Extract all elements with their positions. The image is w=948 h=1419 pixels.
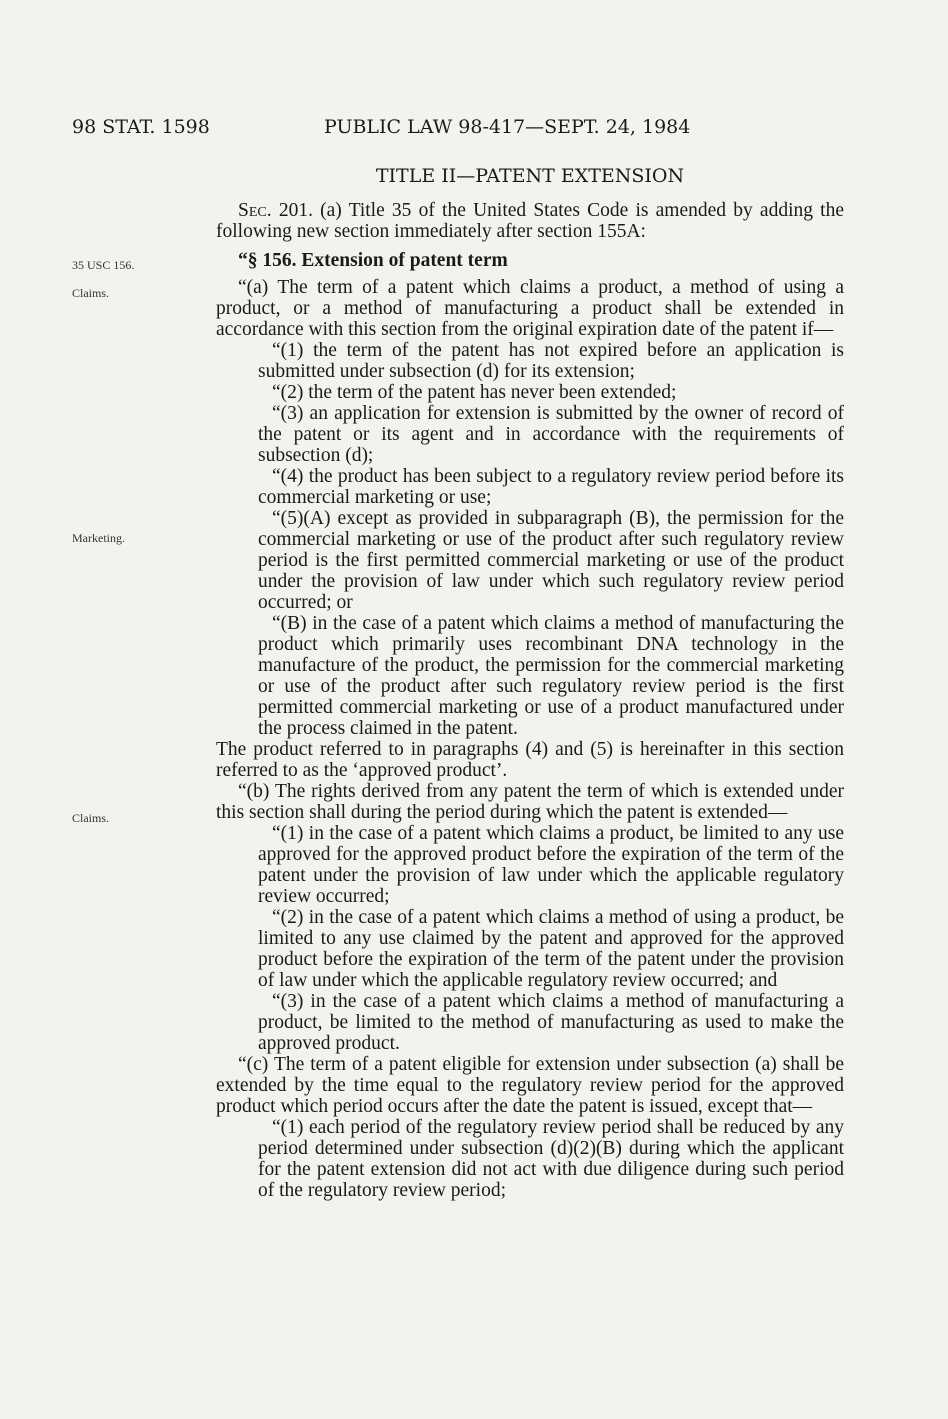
paragraph-a2: “(2) the term of the patent has never been extended; <box>272 382 677 403</box>
subsection-a-intro: “(a) The term of a patent which claims a product, a method of using a product, or a method of manufacturing a product shall be extended in accordance with this section from the original expiration date of the patent if— <box>216 277 844 340</box>
section-156-heading: “§ 156. Extension of patent term <box>238 250 508 271</box>
subsection-a-closing: The product referred to in paragraphs (4) and (5) is hereinafter in this section referred to as the ‘approved product’. <box>216 739 844 781</box>
paragraph-b2: “(2) in the case of a patent which claims a method of using a product, be limited to any use claimed by the patent and approved for the approved product before the expiration of the term of the patent under the provision of law under which the applicable regulatory review occurred; and <box>258 907 844 991</box>
paragraph-a1: “(1) the term of the patent has not expired before an application is submitted under subsection (d) for its extension; <box>258 340 844 382</box>
sec-text: 201. (a) Title 35 of the United States Code is amended by adding the following new section immediately after section 155A: <box>216 200 844 242</box>
statute-page-number: 98 STAT. 1598 <box>72 116 210 138</box>
section-201-intro <box>216 200 844 242</box>
margin-note-claims-b: Claims. <box>72 811 110 825</box>
margin-note-marketing: Marketing. <box>72 531 125 545</box>
paragraph-b3: “(3) in the case of a patent which claims a method of manufacturing a product, be limited to the method of manufacturing as used to make the approved product. <box>258 991 844 1054</box>
paragraph-a4: “(4) the product has been subject to a regulatory review period before its commercial marketing or use; <box>258 466 844 508</box>
paragraph-c1: “(1) each period of the regulatory review period shall be reduced by any period determined under subsection (d)(2)(B) during which the applicant for the patent extension did not act with due diligence during such period of the regulatory review period; <box>258 1117 844 1201</box>
paragraph-a5A: “(5)(A) except as provided in subparagraph (B), the permission for the commercial marketing or use of the product after such regulatory review period is the first permitted commercial marketing or use of the product under the provision of law under which such regulatory review period occurred; or <box>258 508 844 613</box>
title-heading: TITLE II—PATENT EXTENSION <box>375 165 685 187</box>
subsection-b-intro: “(b) The rights derived from any patent the term of which is extended under this section shall during the period during which the patent is extended— <box>216 781 844 823</box>
paragraph-b1: “(1) in the case of a patent which claims a product, be limited to any use approved for the approved product before the expiration of the term of the patent under the provision of law under which the applicable regulatory review occurred; <box>258 823 844 907</box>
page-header <box>72 116 872 146</box>
margin-note-usc: 35 USC 156. <box>72 258 135 272</box>
margin-note-claims: Claims. <box>72 286 110 300</box>
public-law-citation: PUBLIC LAW 98-417—SEPT. 24, 1984 <box>324 116 691 138</box>
paragraph-a3: “(3) an application for extension is submitted by the owner of record of the patent or its agent and in accordance with the requirements of subsection (d); <box>258 403 844 466</box>
sec-label: Sec. <box>238 200 272 221</box>
paragraph-a5B: “(B) in the case of a patent which claims a method of manufacturing the product which primarily uses recombinant DNA technology in the manufacture of the product, the permission for the commercial marketing or use of the product after such regulatory review period is the first permitted commercial marketing or use of a product manufactured under the process claimed in the patent. <box>258 613 844 739</box>
document-body <box>216 200 844 1201</box>
subsection-c-intro: “(c) The term of a patent eligible for extension under subsection (a) shall be extended by the time equal to the regulatory review period for the approved product which period occurs after the date the patent is issued, except that— <box>216 1054 844 1117</box>
